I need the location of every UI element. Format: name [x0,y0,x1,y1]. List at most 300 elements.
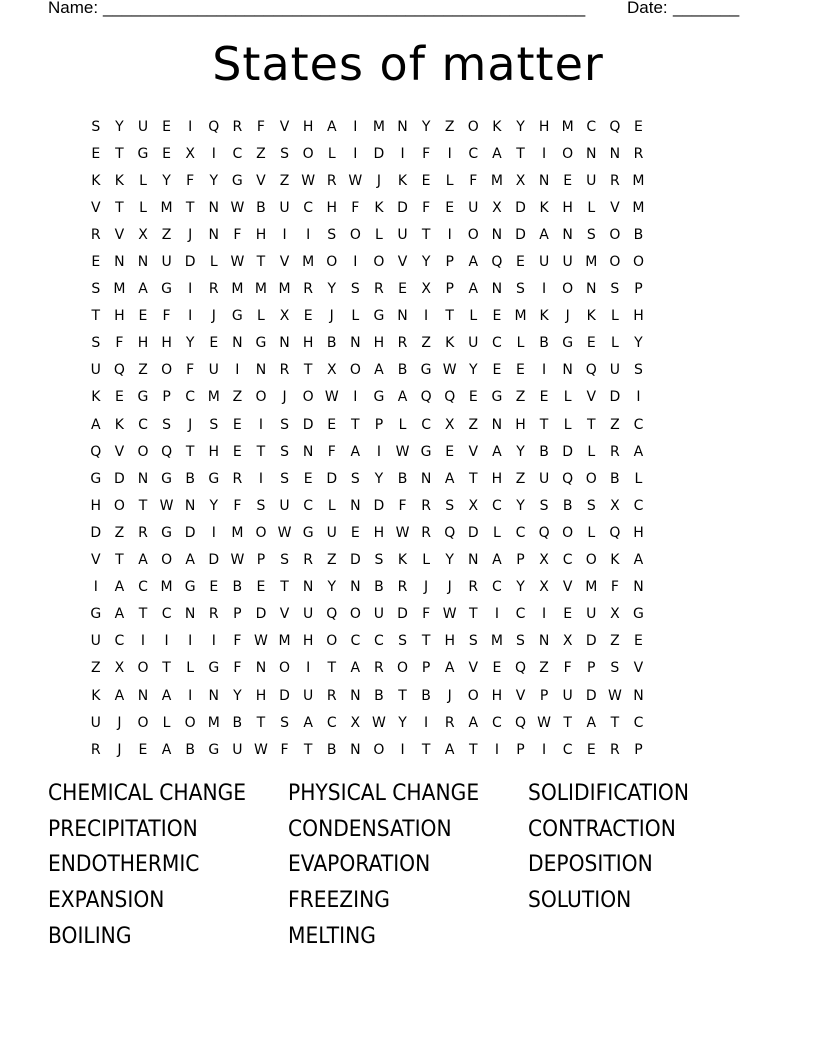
grid-letter[interactable]: D [467,524,479,541]
grid-letter[interactable]: D [585,633,597,650]
grid-letter[interactable]: T [115,552,124,569]
grid-letter[interactable]: W [348,172,363,189]
grid-letter[interactable]: I [400,145,405,162]
grid-letter[interactable]: O [349,226,361,243]
grid-letter[interactable]: E [516,254,525,271]
grid-letter[interactable]: N [208,199,219,216]
grid-letter[interactable]: W [254,741,268,758]
grid-letter[interactable]: T [445,308,454,325]
grid-letter[interactable]: W [395,524,410,541]
grid-letter[interactable]: K [91,389,101,406]
grid-letter[interactable]: I [235,362,240,379]
grid-letter[interactable]: T [469,606,478,623]
grid-letter[interactable]: P [516,741,525,758]
grid-letter[interactable]: X [350,714,361,731]
grid-letter[interactable]: D [114,470,125,487]
grid-letter[interactable]: S [91,118,101,135]
grid-letter[interactable]: A [444,470,455,487]
grid-letter[interactable]: U [90,362,101,379]
grid-letter[interactable]: N [562,226,573,243]
grid-letter[interactable]: O [467,118,479,135]
grid-letter[interactable]: U [137,118,149,135]
grid-letter[interactable]: G [231,308,243,325]
grid-letter[interactable]: I [542,606,547,623]
grid-letter[interactable]: M [585,579,598,596]
grid-letter[interactable]: T [421,633,431,650]
grid-letter[interactable]: R [303,281,313,298]
grid-letter[interactable]: Y [185,335,195,352]
grid-letter[interactable]: D [184,254,196,271]
grid-letter[interactable]: O [349,606,361,623]
grid-letter[interactable]: S [398,633,407,650]
grid-letter[interactable]: A [326,118,337,135]
grid-letter[interactable]: F [233,226,242,243]
grid-letter[interactable]: B [610,470,620,487]
grid-letter[interactable]: I [282,226,287,243]
grid-letter[interactable]: T [162,660,171,677]
grid-letter[interactable]: G [302,524,314,541]
grid-letter[interactable]: K [91,172,101,189]
grid-letter[interactable]: O [562,524,574,541]
grid-letter[interactable]: S [445,497,455,514]
grid-letter[interactable]: K [539,199,549,216]
grid-letter[interactable]: A [444,741,455,758]
grid-letter[interactable]: S [280,443,289,460]
grid-letter[interactable]: E [634,118,643,135]
grid-letter[interactable]: E [256,579,266,596]
grid-letter[interactable]: G [161,281,172,298]
grid-letter[interactable]: T [256,714,266,731]
grid-letter[interactable]: S [350,281,360,298]
grid-letter[interactable]: X [562,633,573,650]
grid-letter[interactable]: Y [516,118,525,135]
grid-letter[interactable]: Y [469,362,478,379]
grid-letter[interactable]: F [469,172,478,189]
grid-letter[interactable]: S [280,416,289,433]
grid-letter[interactable]: T [91,308,101,325]
grid-letter[interactable]: U [373,606,385,623]
grid-letter[interactable]: T [115,199,124,216]
grid-letter[interactable]: N [279,335,290,352]
grid-letter[interactable]: P [374,416,384,433]
grid-letter[interactable]: E [162,145,171,162]
grid-letter[interactable]: N [538,172,550,189]
grid-letter[interactable]: B [232,714,243,731]
grid-letter[interactable]: E [516,362,525,379]
grid-letter[interactable]: N [562,362,573,379]
grid-letter[interactable]: D [255,606,267,623]
grid-letter[interactable]: I [636,389,641,406]
grid-letter[interactable]: L [445,172,454,189]
grid-letter[interactable]: G [420,362,432,379]
grid-letter[interactable]: O [609,254,621,271]
grid-letter[interactable]: O [632,254,644,271]
grid-letter[interactable]: X [279,308,290,325]
grid-letter[interactable]: F [256,118,265,135]
grid-letter[interactable]: R [138,524,148,541]
grid-letter[interactable]: N [491,281,503,298]
grid-letter[interactable]: G [373,389,385,406]
grid-letter[interactable]: M [231,524,244,541]
grid-letter[interactable]: C [633,497,644,514]
grid-letter[interactable]: L [587,524,596,541]
grid-letter[interactable]: T [303,741,313,758]
grid-letter[interactable]: C [114,633,125,650]
grid-letter[interactable]: M [585,254,598,271]
grid-letter[interactable]: F [233,497,242,514]
grid-letter[interactable]: E [114,389,124,406]
grid-letter[interactable]: M [160,199,173,216]
grid-letter[interactable]: E [421,172,431,189]
grid-letter[interactable]: Y [516,443,525,460]
grid-letter[interactable]: O [113,497,125,514]
grid-letter[interactable]: Y [516,497,525,514]
grid-letter[interactable]: K [539,308,549,325]
grid-letter[interactable]: I [447,145,452,162]
grid-letter[interactable]: C [350,633,361,650]
grid-letter[interactable]: B [562,497,573,514]
grid-letter[interactable]: T [256,254,266,271]
grid-letter[interactable]: R [468,579,479,596]
grid-letter[interactable]: A [468,281,479,298]
grid-letter[interactable]: V [279,118,290,135]
grid-letter[interactable]: L [492,524,501,541]
grid-letter[interactable]: V [279,254,290,271]
grid-letter[interactable]: J [565,308,570,325]
grid-letter[interactable]: Q [420,389,432,406]
grid-letter[interactable]: I [353,118,358,135]
grid-letter[interactable]: E [91,254,101,271]
grid-letter[interactable]: I [494,606,499,623]
grid-letter[interactable]: N [350,741,361,758]
grid-letter[interactable]: H [255,226,267,243]
grid-letter[interactable]: H [633,524,644,541]
grid-letter[interactable]: P [634,741,643,758]
grid-letter[interactable]: U [538,470,550,487]
grid-letter[interactable]: C [492,335,502,352]
grid-letter[interactable]: Y [233,687,242,704]
grid-letter[interactable]: N [137,687,149,704]
grid-letter[interactable]: A [539,226,549,243]
grid-letter[interactable]: C [185,389,196,406]
grid-letter[interactable]: N [491,416,503,433]
grid-letter[interactable]: L [610,308,619,325]
grid-letter[interactable]: T [421,226,431,243]
grid-letter[interactable]: X [185,145,195,162]
grid-letter[interactable]: S [468,633,478,650]
grid-letter[interactable]: Y [398,714,407,731]
grid-letter[interactable]: I [306,226,311,243]
grid-letter[interactable]: G [208,741,220,758]
grid-letter[interactable]: C [515,524,526,541]
grid-letter[interactable]: K [374,199,384,216]
grid-letter[interactable]: P [587,660,596,677]
grid-letter[interactable]: W [230,199,245,216]
grid-letter[interactable]: P [445,281,454,298]
grid-letter[interactable]: A [468,254,479,271]
grid-letter[interactable]: A [492,443,502,460]
grid-letter[interactable]: I [211,524,216,541]
grid-letter[interactable]: E [209,335,219,352]
grid-letter[interactable]: G [161,470,172,487]
grid-letter[interactable]: E [586,335,596,352]
grid-letter[interactable]: W [537,714,551,731]
grid-letter[interactable]: Y [421,118,431,135]
grid-letter[interactable]: N [586,145,597,162]
grid-letter[interactable]: V [114,443,125,460]
grid-letter[interactable]: B [539,335,549,352]
grid-letter[interactable]: X [539,552,549,569]
grid-letter[interactable]: N [350,579,361,596]
grid-letter[interactable]: Q [491,254,503,271]
grid-letter[interactable]: R [444,714,455,731]
grid-letter[interactable]: I [424,714,429,731]
grid-letter[interactable]: L [209,254,218,271]
grid-letter[interactable]: L [563,416,572,433]
grid-letter[interactable]: I [494,741,499,758]
grid-letter[interactable]: E [586,741,596,758]
grid-letter[interactable]: O [255,389,267,406]
grid-letter[interactable]: J [376,172,381,189]
grid-letter[interactable]: I [306,660,311,677]
grid-letter[interactable]: W [442,362,457,379]
grid-letter[interactable]: Q [90,443,102,460]
grid-letter[interactable]: J [447,687,452,704]
grid-letter[interactable]: Z [539,660,549,677]
name-blank[interactable]: ___________________________________________________ [103,0,586,17]
grid-letter[interactable]: C [468,145,479,162]
grid-letter[interactable]: S [634,362,643,379]
grid-letter[interactable]: W [372,714,386,731]
grid-letter[interactable]: F [186,172,195,189]
grid-letter[interactable]: Z [515,470,526,487]
grid-letter[interactable]: N [208,687,219,704]
grid-letter[interactable]: E [350,524,360,541]
grid-letter[interactable]: S [280,470,289,487]
grid-letter[interactable]: E [563,172,573,189]
grid-letter[interactable]: A [138,552,148,569]
grid-letter[interactable]: W [277,524,292,541]
grid-letter[interactable]: L [327,145,336,162]
grid-letter[interactable]: C [633,714,644,731]
grid-letter[interactable]: Z [468,416,479,433]
grid-letter[interactable]: N [184,606,196,623]
grid-letter[interactable]: L [186,660,195,677]
grid-letter[interactable]: J [282,389,287,406]
grid-letter[interactable]: B [633,226,644,243]
grid-letter[interactable]: W [230,552,245,569]
grid-letter[interactable]: B [256,199,266,216]
grid-letter[interactable]: H [373,335,385,352]
grid-letter[interactable]: D [609,389,621,406]
grid-letter[interactable]: N [420,470,432,487]
grid-letter[interactable]: F [233,633,242,650]
grid-letter[interactable]: C [421,416,431,433]
grid-letter[interactable]: C [633,416,644,433]
grid-letter[interactable]: O [397,660,409,677]
grid-letter[interactable]: I [258,416,264,433]
grid-letter[interactable]: S [327,226,337,243]
grid-letter[interactable]: I [188,118,193,135]
grid-letter[interactable]: L [398,416,407,433]
grid-letter[interactable]: B [185,470,195,487]
grid-letter[interactable]: I [542,145,547,162]
grid-letter[interactable]: X [138,226,148,243]
grid-letter[interactable]: V [562,579,573,596]
grid-letter[interactable]: S [516,633,525,650]
grid-letter[interactable]: B [397,362,408,379]
grid-letter[interactable]: L [351,308,360,325]
grid-letter[interactable]: K [397,552,408,569]
grid-letter[interactable]: J [329,308,334,325]
grid-letter[interactable]: I [542,741,547,758]
grid-letter[interactable]: T [138,497,148,514]
grid-letter[interactable]: F [115,335,124,352]
grid-letter[interactable]: D [585,687,597,704]
grid-letter[interactable]: I [447,226,452,243]
grid-letter[interactable]: T [185,443,195,460]
grid-letter[interactable]: W [395,443,410,460]
grid-letter[interactable]: A [492,145,502,162]
grid-letter[interactable]: J [424,579,429,596]
grid-letter[interactable]: M [231,281,244,298]
grid-letter[interactable]: Q [514,714,526,731]
grid-letter[interactable]: N [633,687,644,704]
grid-letter[interactable]: S [350,470,360,487]
grid-letter[interactable]: W [159,497,174,514]
grid-letter[interactable]: D [515,199,526,216]
grid-letter[interactable]: N [350,335,361,352]
grid-letter[interactable]: S [610,660,620,677]
grid-letter[interactable]: E [327,416,337,433]
grid-letter[interactable]: L [587,199,596,216]
grid-letter[interactable]: Q [444,389,456,406]
grid-letter[interactable]: W [230,254,245,271]
grid-letter[interactable]: F [186,362,195,379]
grid-letter[interactable]: O [467,687,479,704]
grid-letter[interactable]: C [161,606,172,623]
grid-letter[interactable]: K [445,335,455,352]
grid-letter[interactable]: F [422,145,431,162]
grid-letter[interactable]: Z [444,118,455,135]
grid-letter[interactable]: I [188,633,193,650]
grid-letter[interactable]: H [491,687,503,704]
grid-letter[interactable]: V [397,254,408,271]
grid-letter[interactable]: E [634,633,643,650]
grid-letter[interactable]: A [114,606,125,623]
grid-letter[interactable]: P [233,606,242,623]
grid-letter[interactable]: P [445,254,454,271]
grid-letter[interactable]: X [421,281,431,298]
grid-letter[interactable]: F [327,443,336,460]
grid-letter[interactable]: O [326,254,338,271]
grid-letter[interactable]: A [633,443,644,460]
grid-letter[interactable]: E [563,606,573,623]
grid-letter[interactable]: I [353,145,358,162]
grid-letter[interactable]: I [211,633,216,650]
grid-letter[interactable]: Z [138,362,148,379]
grid-letter[interactable]: R [397,335,408,352]
grid-letter[interactable]: F [563,660,572,677]
grid-letter[interactable]: B [397,470,408,487]
grid-letter[interactable]: M [207,389,220,406]
grid-letter[interactable]: O [585,552,597,569]
grid-letter[interactable]: D [515,226,526,243]
grid-letter[interactable]: A [374,362,384,379]
grid-letter[interactable]: M [254,281,267,298]
grid-letter[interactable]: G [255,335,267,352]
grid-letter[interactable]: V [633,660,644,677]
grid-letter[interactable]: L [422,552,431,569]
grid-letter[interactable]: L [610,335,619,352]
grid-letter[interactable]: M [632,199,645,216]
grid-letter[interactable]: H [302,118,314,135]
grid-letter[interactable]: V [468,443,479,460]
grid-letter[interactable]: I [188,687,193,704]
grid-letter[interactable]: G [562,335,574,352]
grid-letter[interactable]: T [586,416,596,433]
grid-letter[interactable]: O [161,362,173,379]
grid-letter[interactable]: R [421,497,431,514]
grid-letter[interactable]: B [539,443,549,460]
grid-letter[interactable]: C [492,714,502,731]
grid-letter[interactable]: U [303,687,314,704]
grid-letter[interactable]: U [468,335,479,352]
grid-letter[interactable]: N [350,687,361,704]
grid-letter[interactable]: T [563,714,572,731]
grid-letter[interactable]: R [208,281,219,298]
grid-letter[interactable]: A [161,741,172,758]
grid-letter[interactable]: I [140,633,146,650]
grid-letter[interactable]: I [542,281,547,298]
grid-letter[interactable]: X [539,579,549,596]
grid-letter[interactable]: Q [208,118,220,135]
grid-letter[interactable]: Z [610,416,620,433]
grid-letter[interactable]: O [373,254,385,271]
grid-letter[interactable]: I [542,362,547,379]
grid-letter[interactable]: Z [256,145,266,162]
grid-letter[interactable]: E [91,145,101,162]
grid-letter[interactable]: U [562,254,573,271]
grid-letter[interactable]: U [232,741,243,758]
grid-letter[interactable]: A [350,443,361,460]
grid-letter[interactable]: Z [326,552,337,569]
grid-letter[interactable]: S [516,281,525,298]
grid-letter[interactable]: H [373,524,385,541]
grid-letter[interactable]: V [515,687,526,704]
grid-letter[interactable]: W [442,606,457,623]
grid-letter[interactable]: U [562,687,573,704]
grid-letter[interactable]: K [610,552,620,569]
grid-letter[interactable]: Q [113,362,125,379]
grid-letter[interactable]: R [633,145,644,162]
grid-letter[interactable]: S [280,552,289,569]
grid-letter[interactable]: B [374,579,384,596]
grid-letter[interactable]: Y [421,254,431,271]
grid-letter[interactable]: G [90,470,102,487]
grid-letter[interactable]: A [586,714,597,731]
grid-letter[interactable]: I [424,308,429,325]
grid-letter[interactable]: N [255,362,267,379]
grid-letter[interactable]: D [397,606,408,623]
grid-letter[interactable]: X [114,660,125,677]
grid-letter[interactable]: Z [421,335,431,352]
grid-letter[interactable]: N [397,118,408,135]
grid-letter[interactable]: U [326,524,337,541]
grid-letter[interactable]: R [609,172,620,189]
grid-letter[interactable]: P [539,687,549,704]
grid-letter[interactable]: G [491,389,503,406]
